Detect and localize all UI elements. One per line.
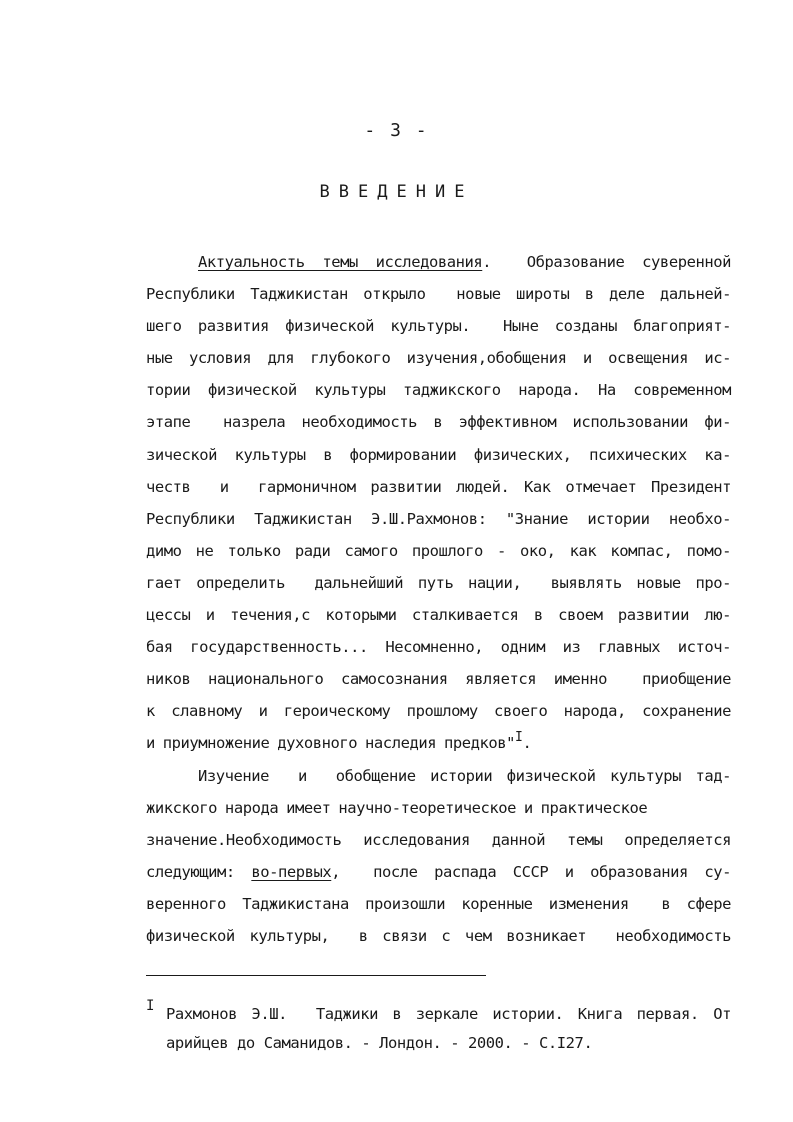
line-text: к славному и героическому прошлому своего народа, сохранение xyxy=(146,702,731,721)
line-text: зической культуры в формировании физических, психических ка- xyxy=(146,445,731,464)
text-line xyxy=(146,567,731,599)
line-text: ные условия для глубокого изучения,обобщения и освещения ис- xyxy=(146,349,731,368)
text-line xyxy=(146,663,731,695)
text-line xyxy=(146,760,731,792)
text-line xyxy=(146,824,731,856)
text-line xyxy=(146,535,731,567)
text-line xyxy=(146,599,731,631)
section-title: ВВЕДЕНИЕ xyxy=(319,182,474,202)
line-text: Изучение и обобщение истории физической культуры тад- xyxy=(198,766,731,785)
line-text: тории физической культуры таджикского народа. На современном xyxy=(146,381,731,400)
text-line xyxy=(146,374,731,406)
line-text: жикского народа имеет научно-теоретическое и практическое xyxy=(146,798,648,817)
line-text: Республики Таджикистан Э.Ш.Рахмонов: "Знание истории необхо- xyxy=(146,509,731,528)
footnote-divider xyxy=(146,975,486,976)
line-text: Республики Таджикистан открыло новые широты в деле дальней- xyxy=(146,285,731,304)
underlined-term: во-первых xyxy=(251,862,332,881)
text-line xyxy=(146,631,731,663)
text-line xyxy=(146,695,731,727)
text-line xyxy=(146,792,731,824)
text-line xyxy=(146,856,731,888)
text-line xyxy=(146,406,731,438)
line-text: честв и гармоничном развитии людей. Как отмечает Президент xyxy=(146,477,731,496)
line-text: димо не только ради самого прошлого - око, как компас, помо- xyxy=(146,541,731,560)
line-text: значение.Необходимость исследования данной темы определяется xyxy=(146,830,731,849)
text-line xyxy=(146,439,731,471)
line-text: и приумножение духовного наследия предков" xyxy=(146,734,516,753)
line-text: , после распада СССР и образования су- xyxy=(331,862,732,881)
footnote xyxy=(146,1000,731,1058)
underlined-term: Актуальность темы исследования xyxy=(198,253,483,271)
line-text: гает определить дальнейший путь нации, выявлять новые про- xyxy=(146,573,731,592)
text-line xyxy=(146,503,731,535)
text-line xyxy=(146,888,731,920)
footnote-mark: I xyxy=(146,998,154,1014)
text-line xyxy=(146,920,731,952)
line-text: бая государственность... Несомненно, одним из главных источ- xyxy=(146,638,731,657)
text-line xyxy=(146,727,731,759)
line-text: веренного Таджикистана произошли коренные изменения в сфере xyxy=(146,894,731,913)
line-text: ников национального самосознания является именно приобщение xyxy=(146,670,731,689)
footnote-reference: I xyxy=(515,730,523,746)
footnote-line: арийцев до Саманидов. - Лондон. - 2000. - С.I27. xyxy=(166,1034,593,1052)
body-text xyxy=(146,246,731,952)
line-text: физической культуры, в связи с чем возникает необходимость xyxy=(146,926,731,945)
text-line xyxy=(146,278,731,310)
text-line xyxy=(146,246,731,278)
line-text: . Образование суверенной xyxy=(482,253,731,271)
footnote-line: Рахмонов Э.Ш. Таджики в зеркале истории. Книга первая. От xyxy=(166,1005,731,1023)
line-text: следующим: xyxy=(146,862,252,881)
text-line xyxy=(146,310,731,342)
line-text: цессы и течения,с которыми сталкивается в своем развитии лю- xyxy=(146,606,731,625)
line-text: этапе назрела необходимость в эффективном использовании фи- xyxy=(146,413,731,432)
line-text: . xyxy=(522,734,532,753)
line-text: шего развития физической культуры. Ныне созданы благоприят- xyxy=(146,317,731,336)
text-line xyxy=(146,342,731,374)
page-number: - 3 - xyxy=(364,120,429,141)
text-line xyxy=(146,471,731,503)
